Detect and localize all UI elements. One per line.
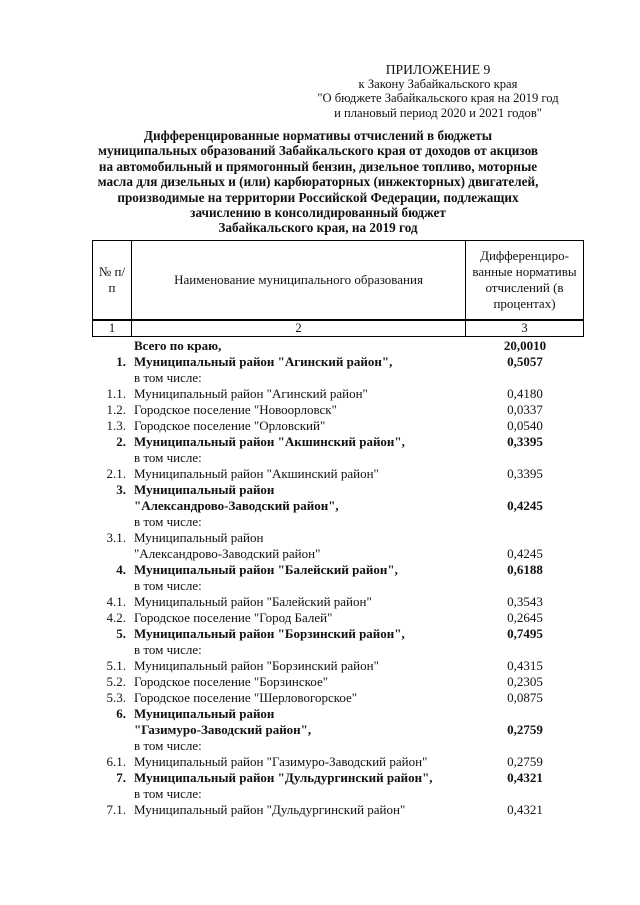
column-numbers-row	[92, 320, 584, 337]
row-number: 4.	[116, 562, 126, 577]
row-number: 5.1.	[106, 658, 126, 673]
row-name-line: Городское поселение "Шерловогорское"	[134, 690, 358, 705]
row-value: 0,3395	[507, 466, 543, 481]
table-row	[0, 530, 640, 562]
row-name	[134, 530, 474, 562]
row-number: 1.2.	[106, 402, 126, 417]
appendix-title: ПРИЛОЖЕНИЕ 9	[385, 62, 491, 77]
table-row	[0, 754, 640, 770]
row-name-line: Городское поселение "Орловский"	[134, 418, 326, 433]
row-name-line: Муниципальный район	[134, 706, 275, 721]
header-number: № п/п	[98, 264, 126, 295]
district-row	[0, 482, 640, 530]
row-name-line: Городское поселение "Новоорловск"	[134, 402, 337, 417]
row-value: 0,2645	[507, 610, 543, 625]
row-name	[134, 626, 474, 658]
row-name	[134, 354, 474, 386]
row-name-line: Муниципальный район "Акшинский район"	[134, 466, 379, 481]
row-value: 0,7495	[507, 626, 543, 641]
row-value: 0,2759	[507, 722, 543, 737]
district-row	[0, 626, 640, 658]
row-name	[134, 466, 474, 482]
row-name	[134, 402, 474, 418]
row-name	[134, 562, 474, 594]
row-subnote: в том числе:	[134, 642, 202, 657]
total-value: 20,0010	[503, 338, 547, 353]
header-name: Наименование муниципального образования	[131, 241, 465, 319]
row-name-line: Муниципальный район "Борзинский район"	[134, 658, 379, 673]
row-name	[134, 658, 474, 674]
table-header	[92, 240, 584, 320]
row-number: 4.2.	[106, 610, 126, 625]
district-row	[0, 706, 640, 754]
row-value: 0,0875	[507, 690, 543, 705]
row-number: 5.2.	[106, 674, 126, 689]
column-number: 2	[131, 321, 465, 336]
row-number: 1.3.	[106, 418, 126, 433]
heading-line: зачислению в консолидированный бюджет	[190, 205, 446, 221]
table-row	[0, 418, 640, 434]
heading-line: Забайкальского края, на 2019 год	[218, 220, 418, 236]
heading-line: муниципальных образований Забайкальского края от доходов от акцизов	[97, 143, 539, 159]
row-value: 0,4245	[507, 498, 543, 513]
appendix-header	[288, 62, 588, 120]
row-number: 4.1.	[106, 594, 126, 609]
row-value: 0,5057	[507, 354, 543, 369]
row-name-line: Муниципальный район "Дульдургинский район"	[134, 802, 406, 817]
row-number: 1.	[116, 354, 126, 369]
row-value: 0,0540	[507, 418, 543, 433]
row-value: 0,4321	[507, 802, 543, 817]
row-name-line: "Александрово-Заводский район",	[134, 498, 339, 513]
row-name-line: "Газимуро-Заводский район",	[134, 722, 312, 737]
total-row	[0, 338, 640, 354]
heading-line: на автомобильный и прямогонный бензин, дизельное топливо, моторные	[98, 158, 538, 174]
row-number: 7.1.	[106, 802, 126, 817]
row-name-line: Муниципальный район "Агинский район",	[134, 354, 393, 369]
row-name	[134, 594, 474, 610]
total-label: Всего по краю,	[134, 338, 222, 353]
table-row	[0, 466, 640, 482]
row-subnote: в том числе:	[134, 370, 202, 385]
row-value: 0,4321	[507, 770, 543, 785]
table-row	[0, 386, 640, 402]
row-value: 0,3395	[507, 434, 543, 449]
row-number: 6.1.	[106, 754, 126, 769]
district-row	[0, 770, 640, 802]
column-number: 1	[108, 321, 116, 335]
row-name-line: Муниципальный район "Борзинский район",	[134, 626, 405, 641]
row-number: 5.3.	[106, 690, 126, 705]
row-subnote: в том числе:	[134, 450, 202, 465]
district-row	[0, 354, 640, 386]
row-name-line: "Александрово-Заводский район"	[134, 546, 321, 561]
row-name	[134, 674, 474, 690]
row-name-line: Муниципальный район "Балейский район",	[134, 562, 398, 577]
row-number: 2.1.	[106, 466, 126, 481]
row-number: 1.1.	[106, 386, 126, 401]
row-name-line: Муниципальный район "Дульдургинский район",	[134, 770, 433, 785]
row-subnote: в том числе:	[134, 738, 202, 753]
row-value: 0,4180	[507, 386, 543, 401]
row-value: 0,6188	[507, 562, 543, 577]
row-name	[134, 706, 474, 754]
row-name	[134, 754, 474, 770]
row-name-line: Муниципальный район "Балейский район"	[134, 594, 372, 609]
table-row	[0, 690, 640, 706]
row-name-line: Городское поселение "Город Балей"	[134, 610, 333, 625]
row-number: 6.	[116, 706, 126, 721]
row-number: 5.	[116, 626, 126, 641]
row-name-line: Городское поселение "Борзинское"	[134, 674, 329, 689]
row-number: 2.	[116, 434, 126, 449]
row-name	[134, 802, 474, 818]
table-body	[0, 338, 640, 818]
table-row	[0, 802, 640, 818]
row-name-line: Муниципальный район "Газимуро-Заводский район"	[134, 754, 428, 769]
row-name-line: Муниципальный район	[134, 530, 264, 545]
heading-line: масла для дизельных и (или) карбюраторных (инжекторных) двигателей,	[97, 174, 539, 190]
row-number: 3.1.	[106, 530, 126, 545]
row-value: 0,4315	[507, 658, 543, 673]
row-name	[134, 386, 474, 402]
row-name-line: Муниципальный район "Агинский район"	[134, 386, 368, 401]
row-name	[134, 770, 474, 802]
table-row	[0, 594, 640, 610]
row-name-line: Муниципальный район	[134, 482, 275, 497]
row-value: 0,2759	[507, 754, 543, 769]
district-row	[0, 434, 640, 466]
row-name	[134, 690, 474, 706]
appendix-line: и плановый период 2020 и 2021 годов"	[334, 105, 542, 120]
row-name	[134, 482, 474, 530]
row-number: 7.	[116, 770, 126, 785]
header-value: Дифференциро-ванные нормативы отчислений (в процентах)	[465, 241, 583, 319]
row-value: 0,0337	[507, 402, 543, 417]
row-subnote: в том числе:	[134, 514, 202, 529]
row-name-line: Муниципальный район "Акшинский район",	[134, 434, 405, 449]
row-value: 0,3543	[507, 594, 543, 609]
appendix-line: к Закону Забайкальского края	[358, 77, 518, 91]
row-subnote: в том числе:	[134, 786, 202, 801]
row-subnote: в том числе:	[134, 578, 202, 593]
row-value: 0,2305	[507, 674, 543, 689]
row-name	[134, 418, 474, 434]
table-row	[0, 402, 640, 418]
row-name	[134, 610, 474, 626]
row-value: 0,4245	[507, 546, 543, 561]
appendix-line: "О бюджете Забайкальского края на 2019 год	[317, 91, 559, 106]
table-row	[0, 674, 640, 690]
heading-line: Дифференцированные нормативы отчислений в бюджеты	[143, 128, 493, 143]
row-name	[134, 434, 474, 466]
table-row	[0, 658, 640, 674]
heading-line: производимые на территории Российской Федерации, подлежащих	[117, 189, 519, 205]
document-heading	[96, 128, 540, 236]
district-row	[0, 562, 640, 594]
row-number: 3.	[116, 482, 126, 497]
table-row	[0, 610, 640, 626]
column-number: 3	[465, 321, 583, 336]
